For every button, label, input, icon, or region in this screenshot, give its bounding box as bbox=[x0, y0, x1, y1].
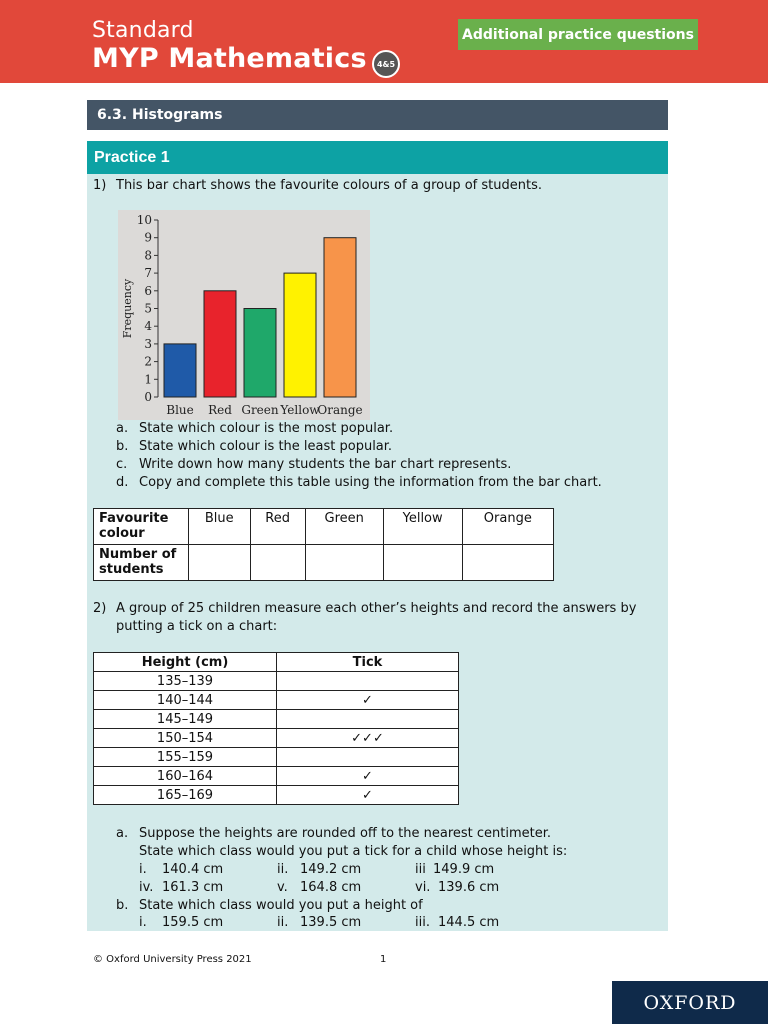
table-cell: Orange bbox=[462, 509, 553, 545]
y-tick-label: 2 bbox=[144, 354, 152, 369]
table-row bbox=[94, 509, 554, 545]
header-line: Number of bbox=[99, 547, 177, 562]
table-row bbox=[94, 767, 459, 786]
tick-cell: ✓✓✓ bbox=[277, 729, 459, 748]
table-row bbox=[94, 729, 459, 748]
answer-cell[interactable] bbox=[383, 545, 462, 581]
q2-part-a-line1: Suppose the heights are rounded off to the nearest centimeter. bbox=[139, 826, 552, 841]
height-class: 145–149 bbox=[94, 710, 277, 729]
bar-red bbox=[204, 291, 236, 397]
q1-text: This bar chart shows the favourite colours of a group of students. bbox=[116, 178, 542, 193]
y-tick-label: 5 bbox=[144, 301, 152, 316]
q1-part-c-text: Write down how many students the bar chart represents. bbox=[139, 457, 512, 472]
table-cell: Red bbox=[250, 509, 305, 545]
q1-part-a-text: State which colour is the most popular. bbox=[139, 421, 394, 436]
q2-text-line1: A group of 25 children measure each other’s heights and record the answers by bbox=[116, 601, 637, 616]
tick-cell bbox=[277, 748, 459, 767]
q1-number: 1) bbox=[93, 178, 107, 193]
answer-cell[interactable] bbox=[305, 545, 383, 581]
table-header-tick: Tick bbox=[277, 653, 459, 672]
x-tick-label: Green bbox=[241, 403, 279, 417]
q1-part-c-label: c. bbox=[116, 457, 128, 472]
x-tick-label: Yellow bbox=[280, 403, 320, 417]
section-title: 6.3. Histograms bbox=[87, 100, 668, 130]
table-header-cell bbox=[94, 509, 189, 545]
table-row bbox=[94, 710, 459, 729]
bar-yellow bbox=[284, 273, 316, 397]
option-label: i. bbox=[139, 862, 147, 877]
height-class: 150–154 bbox=[94, 729, 277, 748]
q1-part-d-text: Copy and complete this table using the information from the bar chart. bbox=[139, 475, 602, 490]
tick-cell: ✓ bbox=[277, 691, 459, 710]
y-tick-label: 0 bbox=[144, 390, 152, 404]
option-label: iii bbox=[415, 862, 426, 877]
option-value: 161.3 cm bbox=[162, 880, 224, 895]
option-label: iv. bbox=[139, 880, 154, 895]
brand-title: MYP Mathematics bbox=[92, 43, 367, 74]
favourite-colour-table bbox=[93, 508, 554, 581]
option-label: vi. bbox=[415, 880, 431, 895]
option-label: v. bbox=[277, 880, 288, 895]
q2-part-b-text: State which class would you put a height of bbox=[139, 898, 423, 913]
y-tick-label: 10 bbox=[136, 213, 152, 227]
header-band bbox=[0, 0, 768, 83]
height-class: 140–144 bbox=[94, 691, 277, 710]
bar-orange bbox=[324, 238, 356, 397]
option-value: 139.5 cm bbox=[300, 915, 362, 930]
q1-part-b-label: b. bbox=[116, 439, 129, 454]
y-tick-label: 1 bbox=[144, 372, 152, 387]
answer-cell[interactable] bbox=[250, 545, 305, 581]
table-row bbox=[94, 653, 459, 672]
bar-green bbox=[244, 309, 276, 398]
answer-cell[interactable] bbox=[189, 545, 251, 581]
option-value: 140.4 cm bbox=[162, 862, 224, 877]
x-tick-label: Orange bbox=[317, 403, 363, 417]
header-line: students bbox=[99, 562, 164, 577]
y-axis-label: Frequency bbox=[121, 278, 134, 339]
q2-number: 2) bbox=[93, 601, 107, 616]
option-label: i. bbox=[139, 915, 147, 930]
additional-practice-button[interactable]: Additional practice questions bbox=[458, 19, 698, 50]
height-class: 165–169 bbox=[94, 786, 277, 805]
option-label: iii. bbox=[415, 915, 430, 930]
table-row bbox=[94, 672, 459, 691]
option-value: 144.5 cm bbox=[438, 915, 500, 930]
q1-part-a-label: a. bbox=[116, 421, 129, 436]
brand-subtitle: Standard bbox=[92, 18, 194, 43]
height-class: 155–159 bbox=[94, 748, 277, 767]
option-value: 149.2 cm bbox=[300, 862, 362, 877]
q2-part-b-label: b. bbox=[116, 898, 129, 913]
table-row bbox=[94, 545, 554, 581]
oxford-logo: OXFORD bbox=[612, 981, 768, 1024]
header-line: Favourite bbox=[99, 511, 169, 526]
option-value: 139.6 cm bbox=[438, 880, 500, 895]
option-value: 159.5 cm bbox=[162, 915, 224, 930]
tick-cell bbox=[277, 710, 459, 729]
q2-part-a-label: a. bbox=[116, 826, 129, 841]
table-row bbox=[94, 748, 459, 767]
answer-cell[interactable] bbox=[462, 545, 553, 581]
page-number: 1 bbox=[380, 954, 387, 965]
option-value: 149.9 cm bbox=[433, 862, 495, 877]
table-header-cell bbox=[94, 545, 189, 581]
level-badge: 4&5 bbox=[372, 50, 400, 78]
header-line: colour bbox=[99, 526, 145, 541]
q1-part-b-text: State which colour is the least popular. bbox=[139, 439, 393, 454]
copyright-text: © Oxford University Press 2021 bbox=[93, 954, 252, 965]
y-tick-label: 7 bbox=[144, 266, 152, 281]
bar-blue bbox=[164, 344, 196, 397]
y-tick-label: 8 bbox=[144, 248, 152, 263]
q1-part-d-label: d. bbox=[116, 475, 129, 490]
y-tick-label: 4 bbox=[144, 319, 152, 334]
practice-heading: Practice 1 bbox=[87, 141, 668, 174]
tick-cell: ✓ bbox=[277, 767, 459, 786]
height-tick-table bbox=[93, 652, 459, 805]
table-row bbox=[94, 691, 459, 710]
q2-text-line2: putting a tick on a chart: bbox=[116, 619, 278, 634]
table-cell: Green bbox=[305, 509, 383, 545]
tick-cell bbox=[277, 672, 459, 691]
height-class: 160–164 bbox=[94, 767, 277, 786]
q2-part-a-line2: State which class would you put a tick for a child whose height is: bbox=[139, 844, 568, 859]
y-tick-label: 6 bbox=[144, 283, 152, 298]
favourite-colours-bar-chart bbox=[118, 210, 370, 420]
option-label: ii. bbox=[277, 915, 289, 930]
y-tick-label: 9 bbox=[144, 230, 152, 245]
option-label: ii. bbox=[277, 862, 289, 877]
y-tick-label: 3 bbox=[144, 336, 152, 351]
x-tick-label: Red bbox=[208, 403, 232, 417]
table-header-height: Height (cm) bbox=[94, 653, 277, 672]
table-cell: Yellow bbox=[383, 509, 462, 545]
table-row bbox=[94, 786, 459, 805]
x-tick-label: Blue bbox=[166, 403, 194, 417]
tick-cell: ✓ bbox=[277, 786, 459, 805]
height-class: 135–139 bbox=[94, 672, 277, 691]
option-value: 164.8 cm bbox=[300, 880, 362, 895]
table-cell: Blue bbox=[189, 509, 251, 545]
